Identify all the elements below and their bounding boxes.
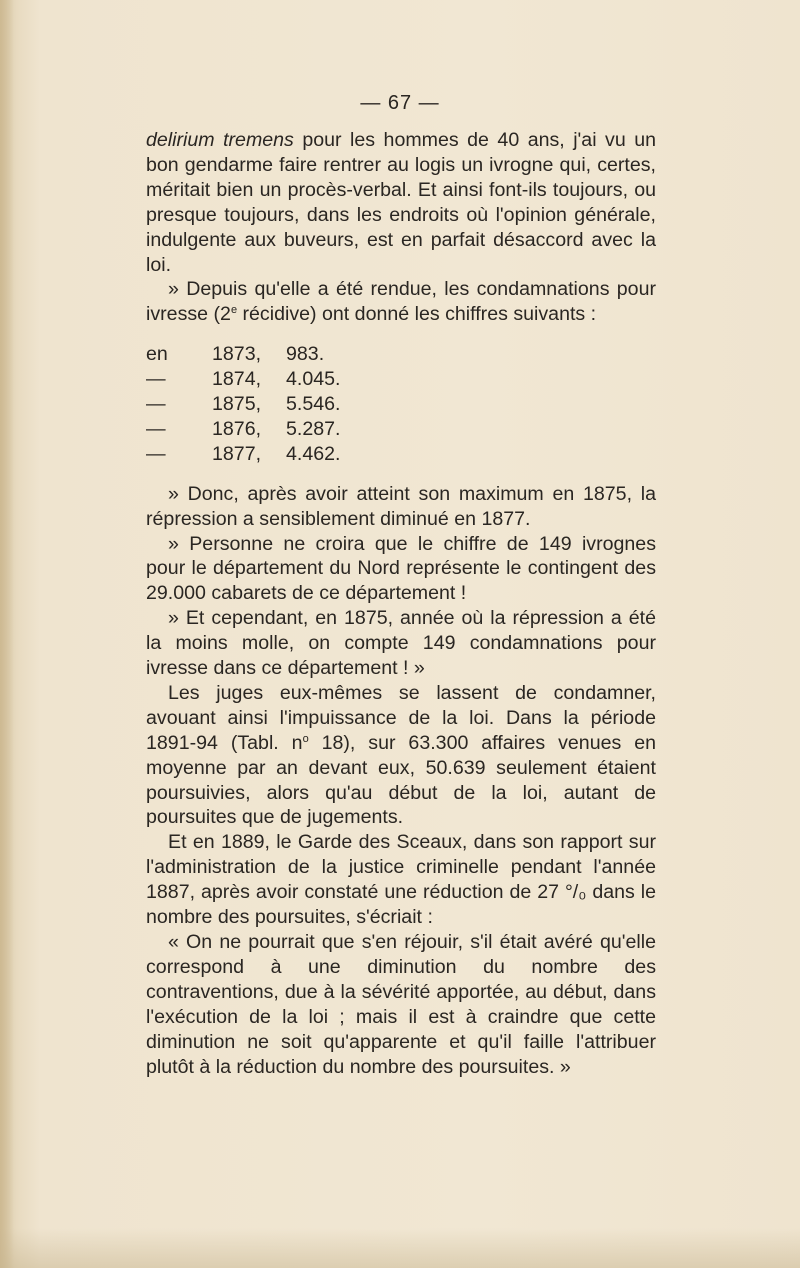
figure-row: [146, 367, 656, 392]
figure-prefix: en: [146, 343, 168, 366]
paragraph-8: « On ne pourrait que s'en réjouir, s'il était avéré qu'elle correspond à une diminution du nombre des contraventions, due à la sévérité apportée, au début, dans l'exécution de la loi ; mais il est à craindre que cette diminution ne soit qu'apparente et qu'il faille l'attribuer plutôt à la réduction du nombre des poursuites. »: [146, 931, 656, 1078]
page-number: — 67 —: [360, 92, 440, 114]
figure-value: 4.462.: [286, 442, 341, 465]
figure-value: 5.546.: [286, 393, 341, 416]
paragraph-2-text-a: » Depuis qu'elle a été rendue, les condamnations pour ivresse (2: [146, 278, 656, 326]
figure-year: 1873,: [212, 343, 262, 366]
figure-year: 1875,: [212, 393, 262, 416]
figure-prefix: —: [146, 368, 166, 391]
paragraph-2: [146, 277, 656, 327]
paragraph-6-text-a: Les juges eux-mêmes se lassent de condamner, avouant ainsi l'impuissance de la loi. Dans la période 1891-94 (Tabl. n: [146, 681, 656, 754]
figure-prefix: —: [146, 393, 166, 416]
paragraph-2-text-b: récidive) ont donné les chiffres suivants :: [237, 303, 597, 326]
figure-year: 1876,: [212, 417, 262, 440]
figure-row: [146, 442, 656, 467]
figure-prefix: —: [146, 417, 166, 440]
paragraph-1-text: pour les hommes de 40 ans, j'ai vu un bon gendarme faire rentrer au logis un ivrogne qui, certes, méritait bien un procès-verbal. Et ainsi font-ils toujours, ou presque toujours, dans les endroits où l'opinion générale, indulgente aux buveurs, est en parfait désaccord avec la loi.: [146, 129, 656, 276]
figure-year: 1877,: [212, 442, 262, 465]
figures-list: [146, 342, 656, 466]
superscript-o: o: [302, 732, 309, 745]
paragraph-1: [146, 128, 656, 277]
figure-value: 983.: [286, 343, 325, 366]
italic-term: delirium tremens: [146, 129, 294, 151]
paragraph-6: [146, 681, 656, 830]
figure-value: 4.045.: [286, 368, 341, 391]
figure-value: 5.287.: [286, 417, 341, 440]
paragraph-3: » Donc, après avoir atteint son maximum en 1875, la répression a sensiblement diminué en 1877.: [146, 482, 656, 530]
paragraph-7: Et en 1889, le Garde des Sceaux, dans son rapport sur l'administration de la justice criminelle pendant l'année 1887, après avoir constaté une réduction de 27 °/₀ dans le nombre des poursuites, s'écriait :: [146, 831, 656, 929]
superscript-e: e: [230, 304, 238, 317]
body-text: [146, 128, 656, 1079]
paragraph-6-text-b: 18), sur 63.300 affaires venues en moyenne par an devant eux, 50.639 seulement étaient poursuivies, alors qu'au début de la loi, autant de poursuites que de jugements.: [146, 731, 656, 829]
figure-year: 1874,: [212, 368, 262, 391]
figure-row: [146, 417, 656, 442]
paragraph-4: » Personne ne croira que le chiffre de 149 ivrognes pour le département du Nord représente le contingent des 29.000 cabarets de ce département !: [146, 532, 656, 605]
figure-row: [146, 392, 656, 417]
figure-prefix: —: [146, 442, 166, 465]
figure-row: [146, 342, 656, 367]
paragraph-5: » Et cependant, en 1875, année où la répression a été la moins molle, on compte 149 condamnations pour ivresse dans ce département ! »: [146, 607, 656, 680]
